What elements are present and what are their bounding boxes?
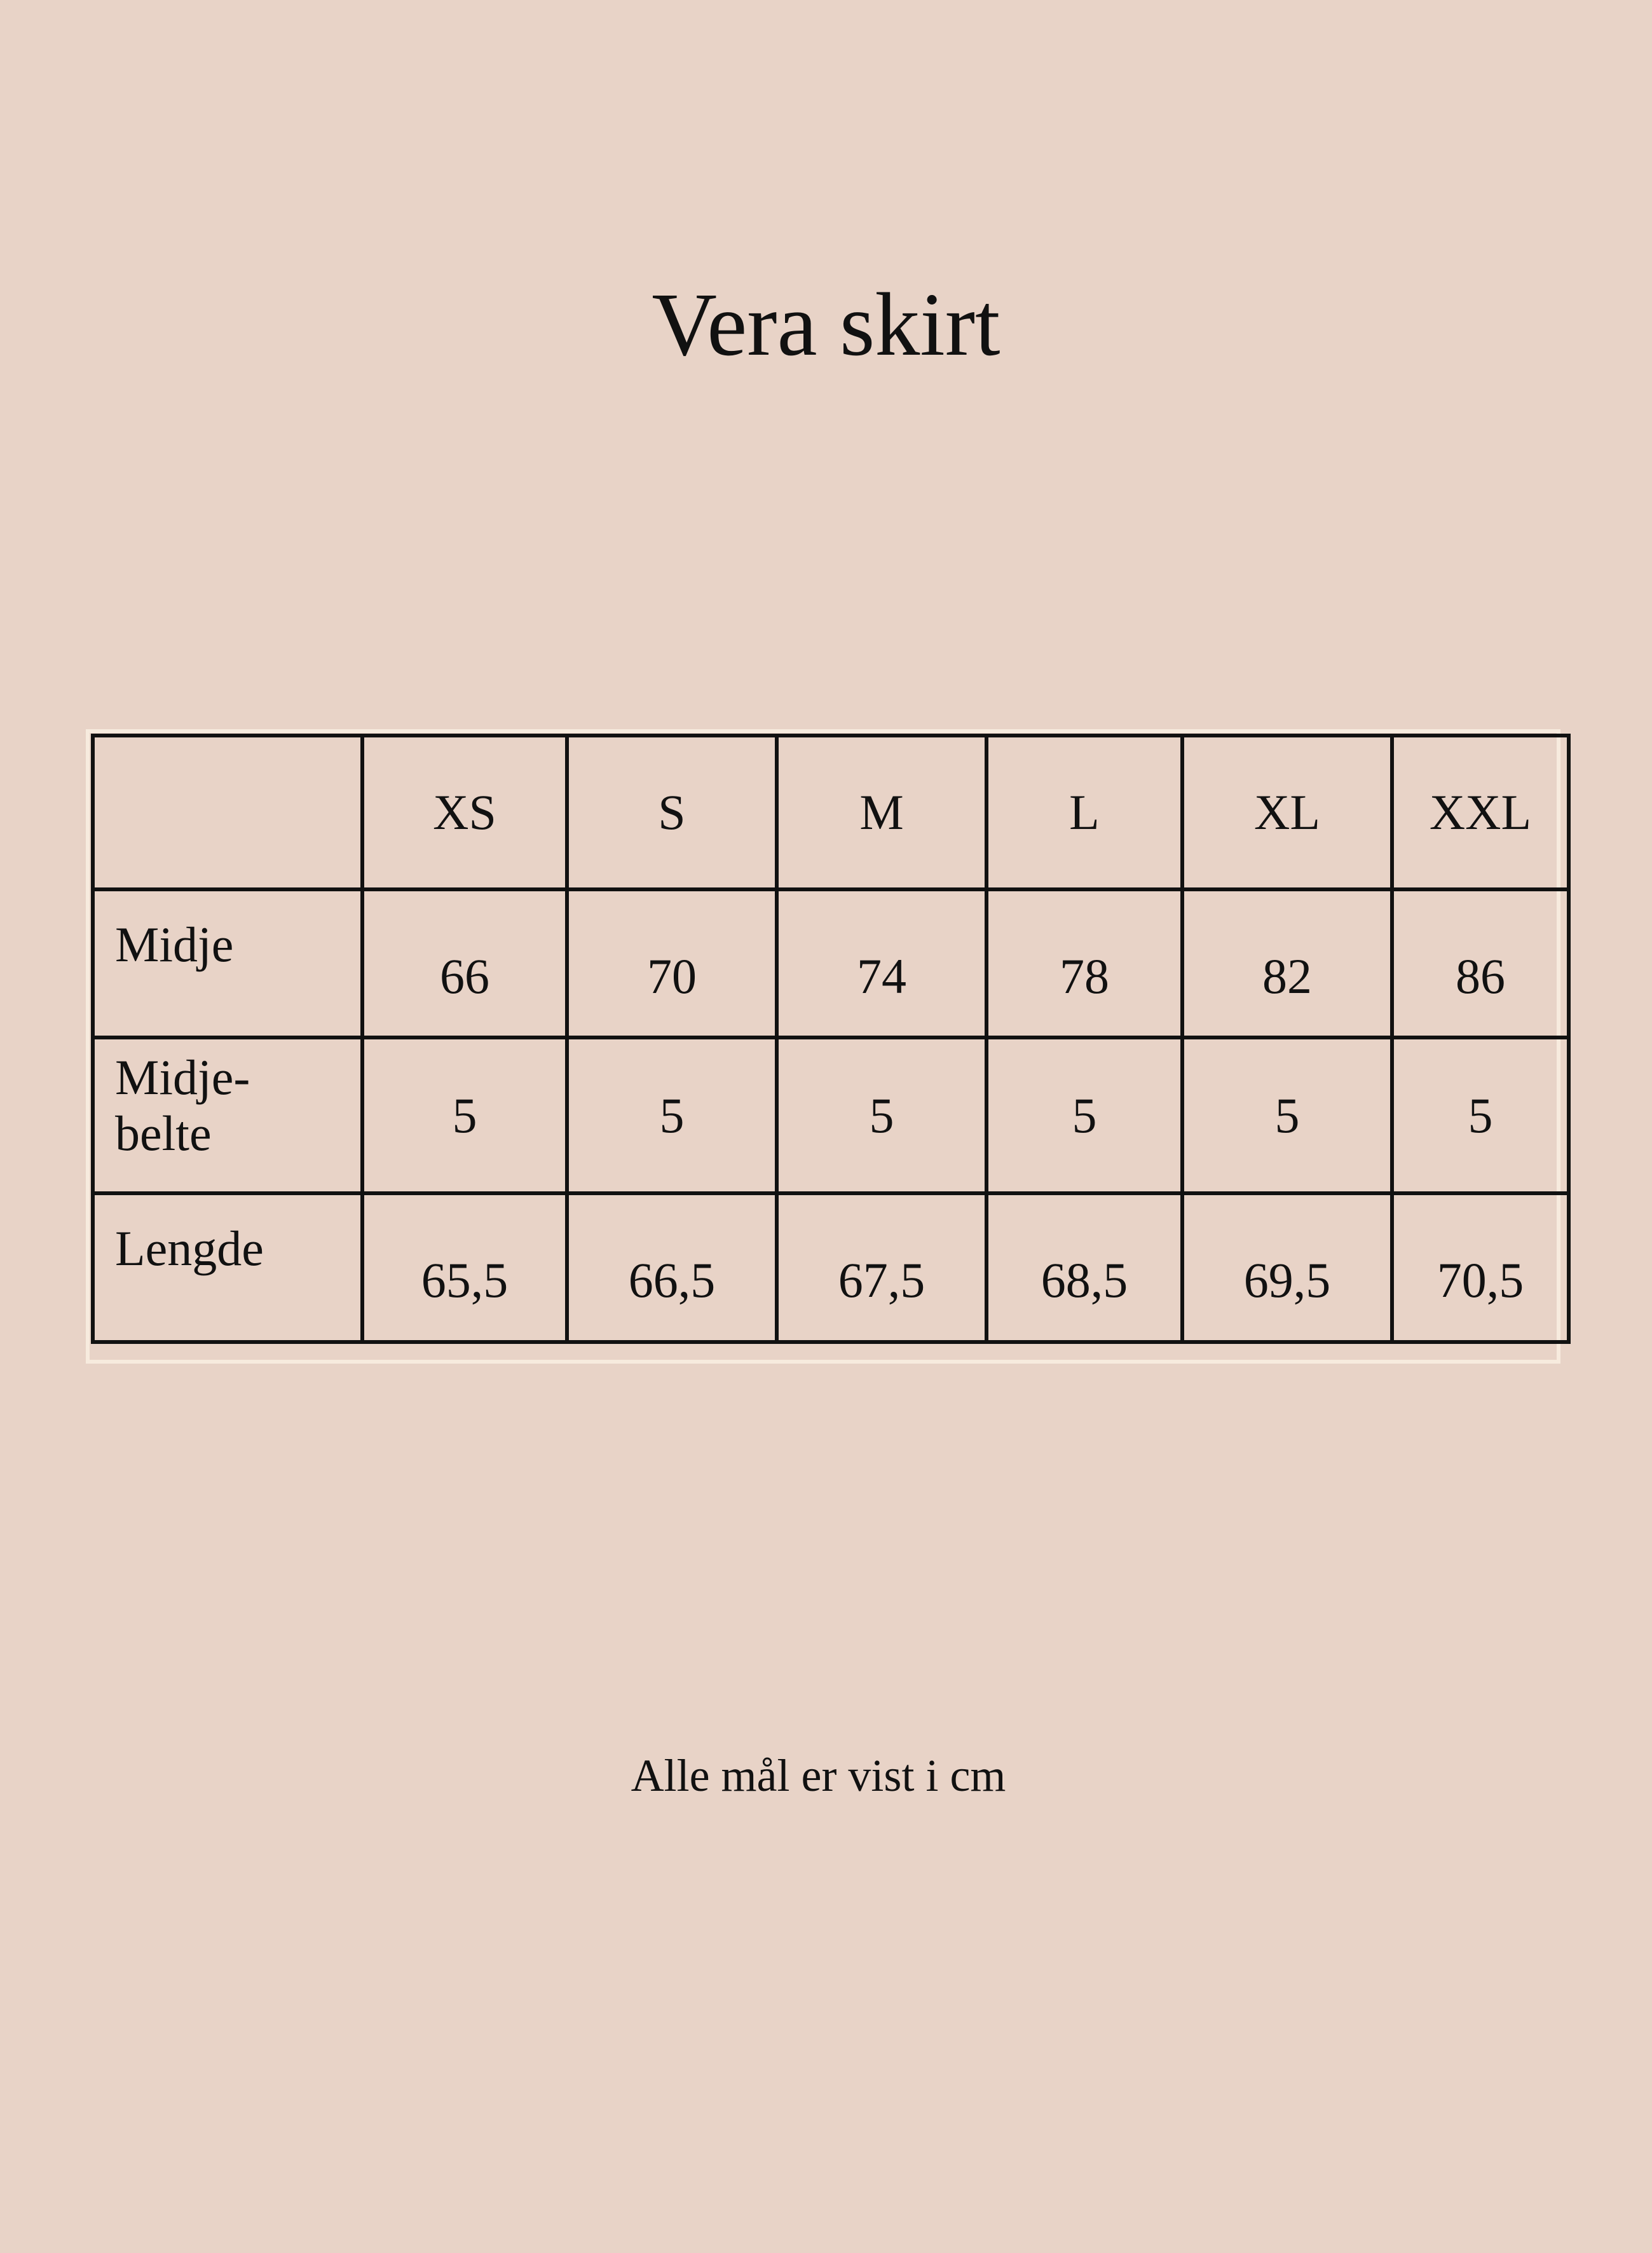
row-label-midje: Midje: [93, 889, 362, 1037]
table-cell: 5: [567, 1037, 777, 1193]
size-header-xxl: XXL: [1392, 736, 1569, 889]
table-cell: 70,5: [1392, 1193, 1569, 1342]
table-cell: 82: [1182, 889, 1392, 1037]
table-cell: 69,5: [1182, 1193, 1392, 1342]
table-cell: 67,5: [777, 1193, 986, 1342]
table-cell: 66: [362, 889, 567, 1037]
table-cell: 68,5: [986, 1193, 1182, 1342]
page-title: Vera skirt: [652, 274, 1000, 374]
size-header-xl: XL: [1182, 736, 1392, 889]
size-header-l: L: [986, 736, 1182, 889]
size-table: [91, 734, 1571, 1344]
table-row-midje: [93, 889, 1569, 1037]
table-cell: 66,5: [567, 1193, 777, 1342]
table-cell: 5: [1182, 1037, 1392, 1193]
table-cell: 5: [777, 1037, 986, 1193]
table-row-lengde: [93, 1193, 1569, 1342]
table-row-midjebelte: [93, 1037, 1569, 1193]
table-header-row: [93, 736, 1569, 889]
row-label-line: Midje-: [115, 1050, 250, 1105]
size-header-m: M: [777, 736, 986, 889]
size-header-xs: XS: [362, 736, 567, 889]
corner-cell: [93, 736, 362, 889]
size-header-s: S: [567, 736, 777, 889]
table-cell: 86: [1392, 889, 1569, 1037]
row-label-lengde: Lengde: [93, 1193, 362, 1342]
table-cell: 70: [567, 889, 777, 1037]
table-cell: 5: [1392, 1037, 1569, 1193]
row-label-midjebelte: [93, 1037, 362, 1193]
table-cell: 65,5: [362, 1193, 567, 1342]
row-label-line: belte: [115, 1106, 212, 1161]
table-cell: 5: [362, 1037, 567, 1193]
table-cell: 74: [777, 889, 986, 1037]
units-note: Alle mål er vist i cm: [631, 1750, 1006, 1801]
table-cell: 5: [986, 1037, 1182, 1193]
table-cell: 78: [986, 889, 1182, 1037]
